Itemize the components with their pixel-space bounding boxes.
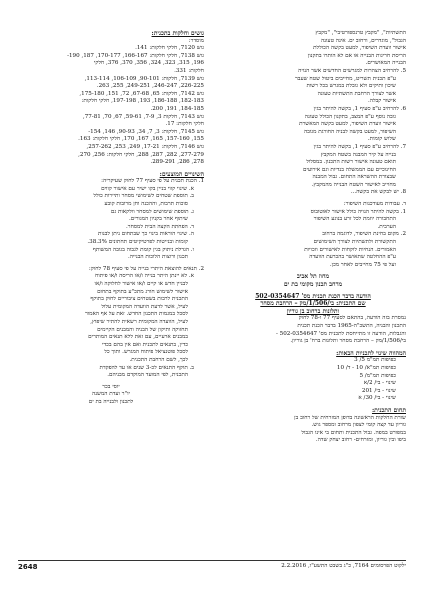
right-column-line: אשר לצורך הרחבת התשתיות טעונה (317, 90, 396, 97)
right-column-line: כפיפות תמ"א/ 10 - ד/ 10 (336, 364, 396, 371)
right-column-line: 1. בקשה להיתר הנויה כולל אישור לאוטובוס (310, 208, 406, 215)
right-column-line: הערבית. (377, 223, 396, 230)
left-column-line: קומות ובנייטות לפרטיקיטים תחתונים 38.3%. (87, 239, 188, 246)
right-column-line: שם התכנית: בי/1/506/מק – הרחבת מסחר (260, 300, 366, 308)
right-column-line: האמורים. הנחיות לוקחות לאישורים וזכויות (304, 246, 396, 253)
right-column-line: גוריון עד קצה קומי לצפון מרחוב ומספר גוש. (311, 422, 406, 429)
right-column-line: בנייה על קיר המבנה בשטח המקבץ (320, 151, 396, 158)
left-column-line: 226-225, 246-247, 249-251, 255, 263. (96, 83, 204, 90)
right-column (220, 30, 406, 555)
right-column-line: שינוי - בי/ 30/ א (358, 395, 396, 402)
left-column-line: ב. תוקף התנאים לכ-3 שנים או עד להפקדת (99, 364, 194, 371)
right-column-line: שינוי - בי/ 201 (361, 387, 396, 394)
left-column-line: יוסי בכר (102, 383, 120, 390)
left-column-line: 277-279, 282, 287, 288, חלקי חלקות: 256, 270, (78, 151, 204, 158)
right-column-line: ועל פי 75 מחייבים לאחר מכן. (329, 261, 396, 268)
right-column-line: בי/1/506/מק – הרחבת מסחר ותלונות ברח' בן גוריון. (290, 338, 406, 345)
page-footer (18, 560, 406, 571)
right-column-line: ד. עבודות מעודכנות השיפור: (343, 201, 406, 208)
right-column-line: הודעה בדבר הכנת תכנית מס' 502-0354647 (255, 292, 371, 300)
publication-info: ילקוט הפרסומים 7164, כ"ג בשבט התשע"ו, 2.2.2016 (281, 563, 406, 569)
right-column-line: אישור קבלה. (367, 98, 396, 105)
left-column-line: לעיל, הוועדה המקומית רשאית להתיר שיפוץ, (90, 318, 188, 325)
right-column-line: שיכון ותיקים ולא גובלת במגרש בכל רשות (306, 83, 396, 90)
left-column-line: במבנים ארעיים, עם זאת ללא תנאים המותרים (88, 334, 188, 341)
left-column-line: ה. שינוי הוראות בינוי כך שבתחום ניתן לבנות (98, 231, 194, 238)
right-column-line: 7. להרחיב ע"פ סעיף 1, בקשה להיתר בגין (313, 143, 406, 150)
right-column-line: 5. להרחיב הצהרות למגרשים החדשים אשר הנויה (298, 67, 406, 74)
right-column-line: התכנון והבניה, התשכ"ה-1965 בדבר הכנת תכנית (297, 322, 406, 329)
left-column-line: יו"ר ועדת המשנה (91, 391, 130, 398)
right-column-line: תחום התכנית: (371, 406, 406, 414)
left-column-line: ג. תוספת שימושים למסחר וולקאות גם (110, 208, 194, 215)
left-column-line: התכנית, לפי המועד המוקדם מבניהם. (107, 372, 188, 379)
left-column-line: שיתוף אחר בקניון המגורים. (128, 216, 188, 223)
right-column-line: אישור וועדת השיפור, למעט בקשה הכוללת (313, 45, 406, 52)
right-column-line: התקשורת ולתשתיות לצורך השימושים (313, 239, 396, 246)
right-column-line: נמסרת בזה הודעה, בהתאם לסעיף 77 ו-78 לחוק (298, 315, 406, 322)
left-column-line: סוכות תרבות, וההכנה וחן מרובות קובע (104, 201, 188, 208)
right-column-line: מחוז תל אביב (296, 273, 330, 281)
left-column-line: לעיל, אשר לדעת הוועדה המקומית עלול (101, 303, 188, 310)
left-column-line: לכך, לשם הרחבת התכנית. (129, 356, 188, 363)
left-column-line: תכנון ורוצות הלוכות הבנייה. (127, 254, 188, 261)
left-column-line: 2. תנאים להוצאת היתרי בנייה על פי סעיף 78 לחוק: (88, 265, 204, 272)
left-column (18, 30, 204, 555)
right-column-line: המהווה שינוי לתכניות הבאות: (336, 349, 406, 357)
right-column-line: גובה נוסף ע"פ המצב, בתקנון הכולל טעונה (304, 113, 396, 120)
left-column-line: גושים וחלקות בתכנית: (151, 30, 204, 37)
left-column-line: גוש 7145, חלקות: 3, 7, 34, 90-93, 146, 154- (88, 128, 204, 135)
right-column-line: כפיפות תמ"מ 5/ 3 (354, 357, 396, 364)
left-column-line: גוש 7139, חלקות: 90-101, 106-109, 113-114, (84, 75, 204, 82)
left-column-line: גוש 7142, חלקות: 65, 67-68, 72, 151, 175-180, (79, 90, 204, 97)
right-column-line: ותלונות ברחוב בן גוריון (286, 307, 340, 315)
left-column-line: 196, 315, 323, 324, 356, 370, 376, חלקי (93, 60, 204, 67)
right-column-line: מחוייב לאישור השטח הבנייה מהמקבץ. (311, 181, 396, 188)
left-column-line: תחזוקה ותיקון של הבניה והמבנים הקיימים (97, 326, 188, 333)
left-column-line: לסכל במגמות התכנון החדש. זאת על אף האמור (84, 311, 188, 318)
left-column-line: א. שינוי קווי בניין בקו ישיר עם אישור קווים (101, 185, 194, 192)
left-column-line: גוש 7120, חלקי חלקות: 141. (135, 45, 204, 52)
document-page (18, 30, 406, 570)
right-column-line: הגבול", מוגדרים, ורחוב ים. אינה טעונה (320, 37, 406, 44)
left-column-line: א. לא יינתן היתר בנייה ו/או הריסה ו/או פיתוח (94, 273, 194, 280)
right-column-line: במפורט במפה. גבול התכנית ותחום בי אינו הגבול (301, 429, 406, 436)
left-column-line: חלקות: 331. (174, 67, 204, 74)
right-column-line: התחבורה יוזמת לכל זרע בנוגע השיפור (313, 216, 396, 223)
right-column-line: מרחב תכנון מקומי בת ים (283, 281, 343, 288)
left-column-line: 1. הכנת תכנית על פי סעיף 77 לחוק שעיקריה: (101, 178, 204, 185)
right-column-line: שבצורת ההשראה התחום. גבול המבנה (312, 174, 396, 181)
left-column-line: גוש 7138, חלקי חלקות: 166-167, 170-177, 187, 190- (67, 52, 204, 59)
left-column-line: מוסדר: (188, 37, 204, 44)
left-column-line: לתכנון ולבנייה בת ים (88, 398, 134, 405)
right-column-line: אישור וועדת השיפור, למעט בקשה המאשרת (299, 121, 396, 128)
left-column-line: ו. הגדלת ניתוק בגין קומת לגבוה בגובה המשותף (92, 246, 194, 253)
right-column-line: שלוש קומות. (367, 136, 396, 143)
left-column-line: לבניין חדש או קיים ו/או אישור לחלוקה ו/או (94, 281, 188, 287)
left-column-line: חלקי חלקות: 17. (165, 121, 204, 128)
left-column-line: ב. תוספת שטחים לשימושי מסחר ותיירות כולל (93, 193, 194, 200)
left-column-line: השינויים המוצעים: (159, 170, 204, 178)
left-column-line: גוש 7143, חלקות 3, 7-9, 59-61, 67, 70, 77-81, (82, 113, 204, 120)
left-column-line: 155, 157-160, 165, 167, 170, חלקי חלקות: 163. (78, 136, 204, 143)
right-column-line: ביפו ובין גוריון, ומזרחים- רחוב יצחק שדה. (315, 437, 406, 444)
right-column-line: כפיפות תמ"מ/ 5 (359, 372, 396, 379)
right-column-line: השיפור, למעט בקשה לבניה החורגת מגובה (303, 128, 396, 135)
left-column-line: ד. הפחתת הקצה הבית למסחר. (126, 223, 194, 230)
left-column-line: לסכל פוטנציאל פיתוח המגרש. ותוך כל (104, 349, 188, 356)
right-column-line: הריסת חריגות הבנייה או אם לא הותרו בתקנון (307, 52, 406, 59)
right-column-line: 2. מקום בחינת השיפור, לדוגמה ברחוב (322, 231, 406, 238)
left-column-line: התכנית לרבות בשטחים ציבוריים לחוק בתוקף (90, 296, 188, 303)
right-column-line: ע"פ תכנית תשריט, מחייבים ביטול שטח שעבר (295, 75, 396, 82)
right-column-line: והגבלות, הודעה זו מתייחסת לתכנית מס' 502-0354647 - (275, 330, 406, 337)
left-column-line: גוש 7146, חלקות: 17-21, 249, 253, 257-262, (86, 143, 204, 150)
page-number: 2648 (18, 563, 38, 571)
right-column-line: 8. יש לבקש את בקשה... (350, 189, 406, 196)
left-column-line: 278, 286, 289-291. (150, 159, 204, 166)
right-column-line: 6. להרחיב ע"פ סעיף 1, בקשה להיתר בגין (313, 105, 406, 112)
right-column-line: הבנייה המאושרים. (365, 60, 406, 67)
left-column-line: אישור לשימוש חורג מתכ"ע בתוקף בתחום (97, 288, 188, 295)
right-column-line: שינוי - בי/ 2/א (363, 380, 396, 387)
right-column-line: תואם טעונה אישור רשות התכנון. במסלול (306, 159, 396, 166)
left-column-line: כדין, בתנאים לתכנית ואם אין בהם בכדי (102, 341, 188, 348)
right-column-line: ע"פ ההחלטה שתאושר בהכרעת הוועדה (309, 254, 396, 261)
right-column-line: שורת החלקות הראשונה בדופן המזרחית של רחוב בן (294, 414, 406, 421)
left-column-line: 182-183, 186-188, 193, 197-198, חלקי חלקות: (81, 98, 204, 105)
left-column-line: 184-185, 191, 200. (150, 105, 204, 112)
right-column-line: החינוכיים עם הממשלה בנדיות וגם אירועים (302, 166, 396, 173)
right-column-line: התשתיות", "מקבץ טרנספורטיבי", "מקבץ (315, 30, 406, 36)
